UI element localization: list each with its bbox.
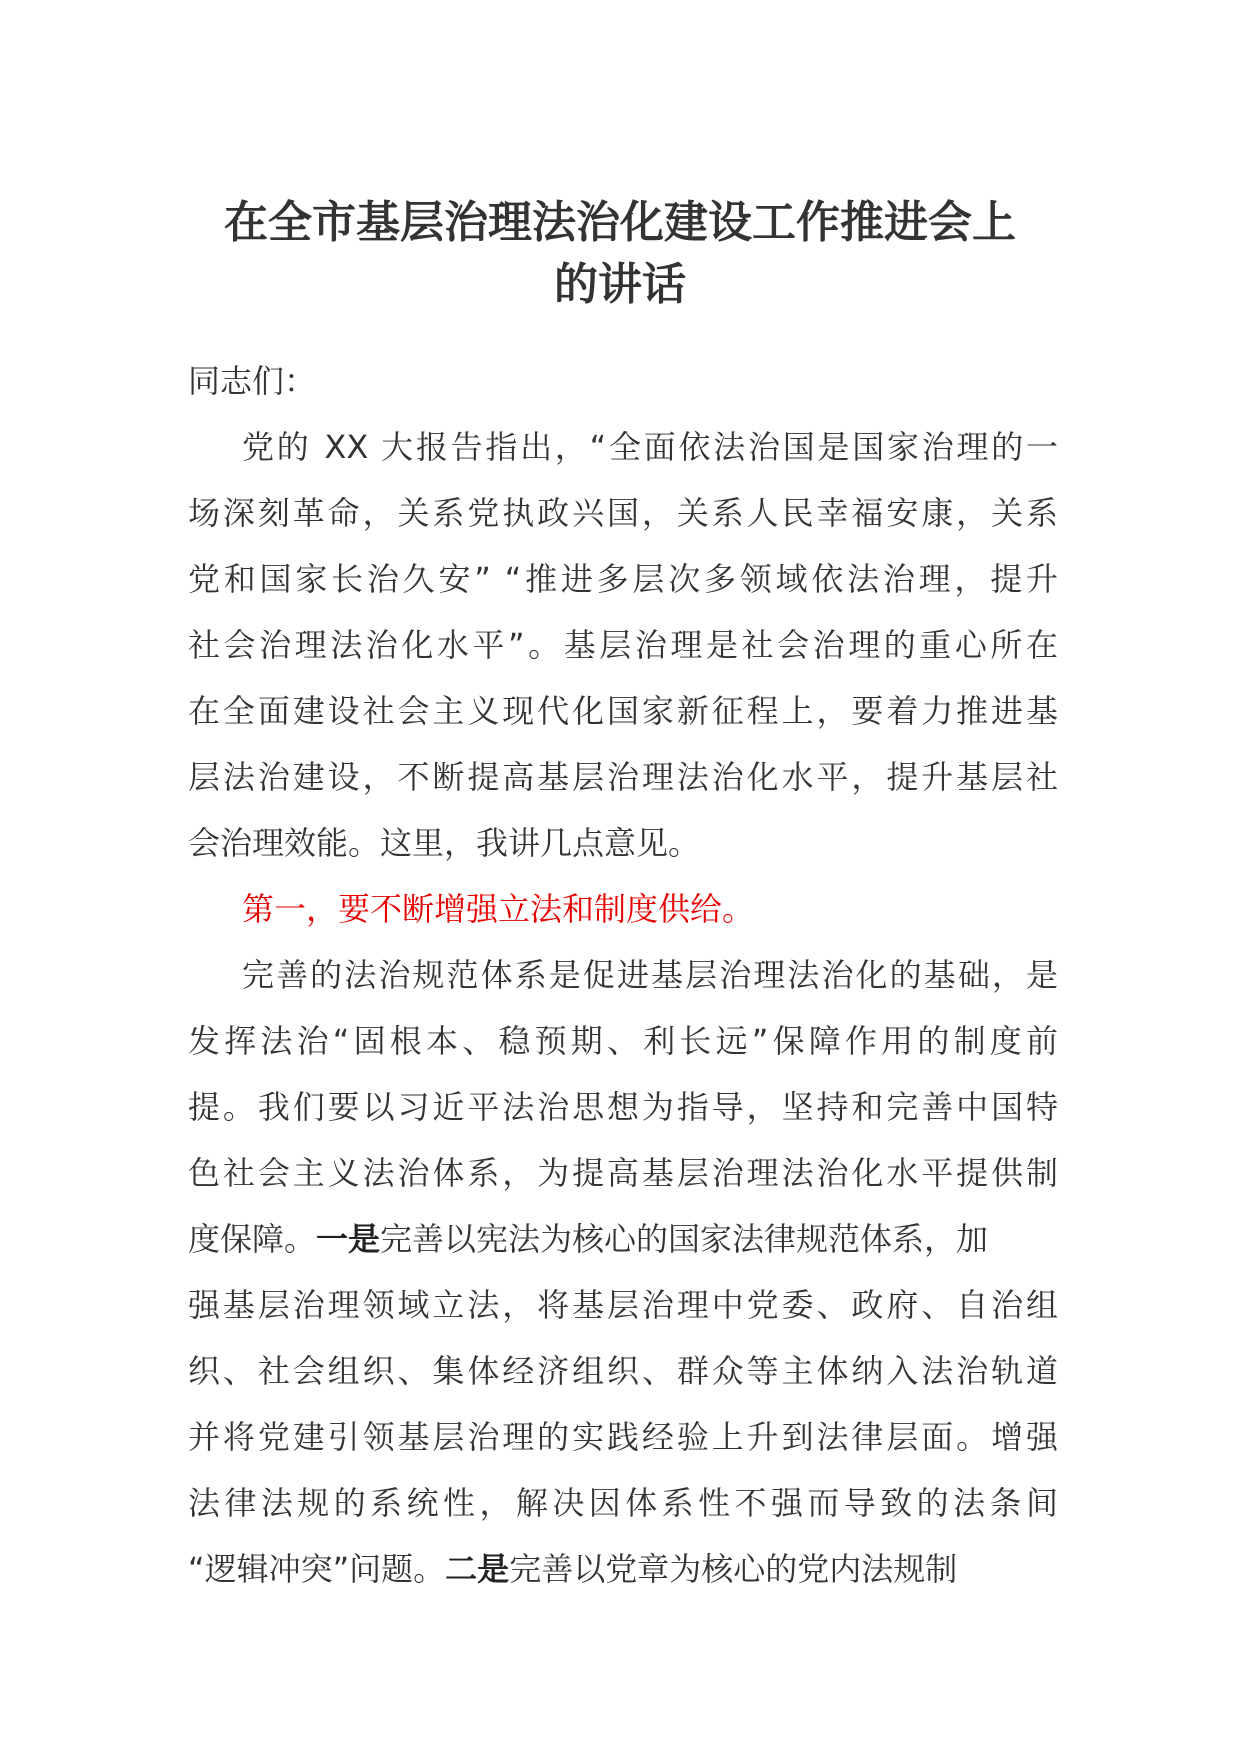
paragraph-line: 提。我们要以习近平法治思想为指导，坚持和完善中国特 xyxy=(188,1088,1058,1126)
paragraph-line: 层法治建设，不断提高基层治理法治化水平，提升基层社 xyxy=(188,758,1058,796)
paragraph-line: 织、社会组织、集体经济组织、群众等主体纳入法治轨道 xyxy=(188,1352,1058,1390)
text-run: “逻辑冲突”问题。 xyxy=(188,1550,446,1588)
paragraph-line: 完善的法治规范体系是促进基层治理法治化的基础，是 xyxy=(242,956,1058,994)
paragraph-line: 并将党建引领基层治理的实践经验上升到法律层面。增强 xyxy=(188,1418,1058,1456)
salutation: 同志们： xyxy=(188,362,317,400)
text-run: 度保障。 xyxy=(188,1220,317,1258)
title-line-1: 在全市基层治理法治化建设工作推进会上 xyxy=(224,197,1016,248)
text-run: 完善以宪法为核心的国家法律规范体系，加 xyxy=(380,1220,989,1258)
paragraph-line: 党和国家长治久安” “推进多层次多领域依法治理，提升 xyxy=(188,560,1058,598)
document-title xyxy=(190,192,1050,316)
paragraph-line: 党的 XX 大报告指出，“全面依法治国是国家治理的一 xyxy=(242,428,1058,466)
section-heading-red: 第一，要不断增强立法和制度供给。 xyxy=(242,890,755,928)
paragraph-line xyxy=(188,1536,957,1602)
paragraph-line: 在全面建设社会主义现代化国家新征程上，要着力推进基 xyxy=(188,692,1058,730)
paragraph-line: 法律法规的系统性，解决因体系性不强而导致的法条间 xyxy=(188,1484,1058,1522)
paragraph-line: 社会治理法治化水平”。基层治理是社会治理的重心所在 xyxy=(188,626,1058,664)
paragraph-line: 发挥法治“固根本、稳预期、利长远”保障作用的制度前 xyxy=(188,1022,1058,1060)
bold-marker: 二是 xyxy=(445,1550,510,1588)
paragraph-line xyxy=(188,1206,988,1272)
title-line-2: 的讲话 xyxy=(554,259,686,310)
paragraph-line: 色社会主义法治体系，为提高基层治理法治化水平提供制 xyxy=(188,1154,1058,1192)
paragraph-line: 强基层治理领域立法，将基层治理中党委、政府、自治组 xyxy=(188,1286,1058,1324)
text-run: 完善以党章为核心的党内法规制 xyxy=(509,1550,958,1588)
bold-marker: 一是 xyxy=(316,1220,381,1258)
paragraph-line: 场深刻革命，关系党执政兴国，关系人民幸福安康，关系 xyxy=(188,494,1058,532)
paragraph-line: 会治理效能。这里，我讲几点意见。 xyxy=(188,824,701,862)
